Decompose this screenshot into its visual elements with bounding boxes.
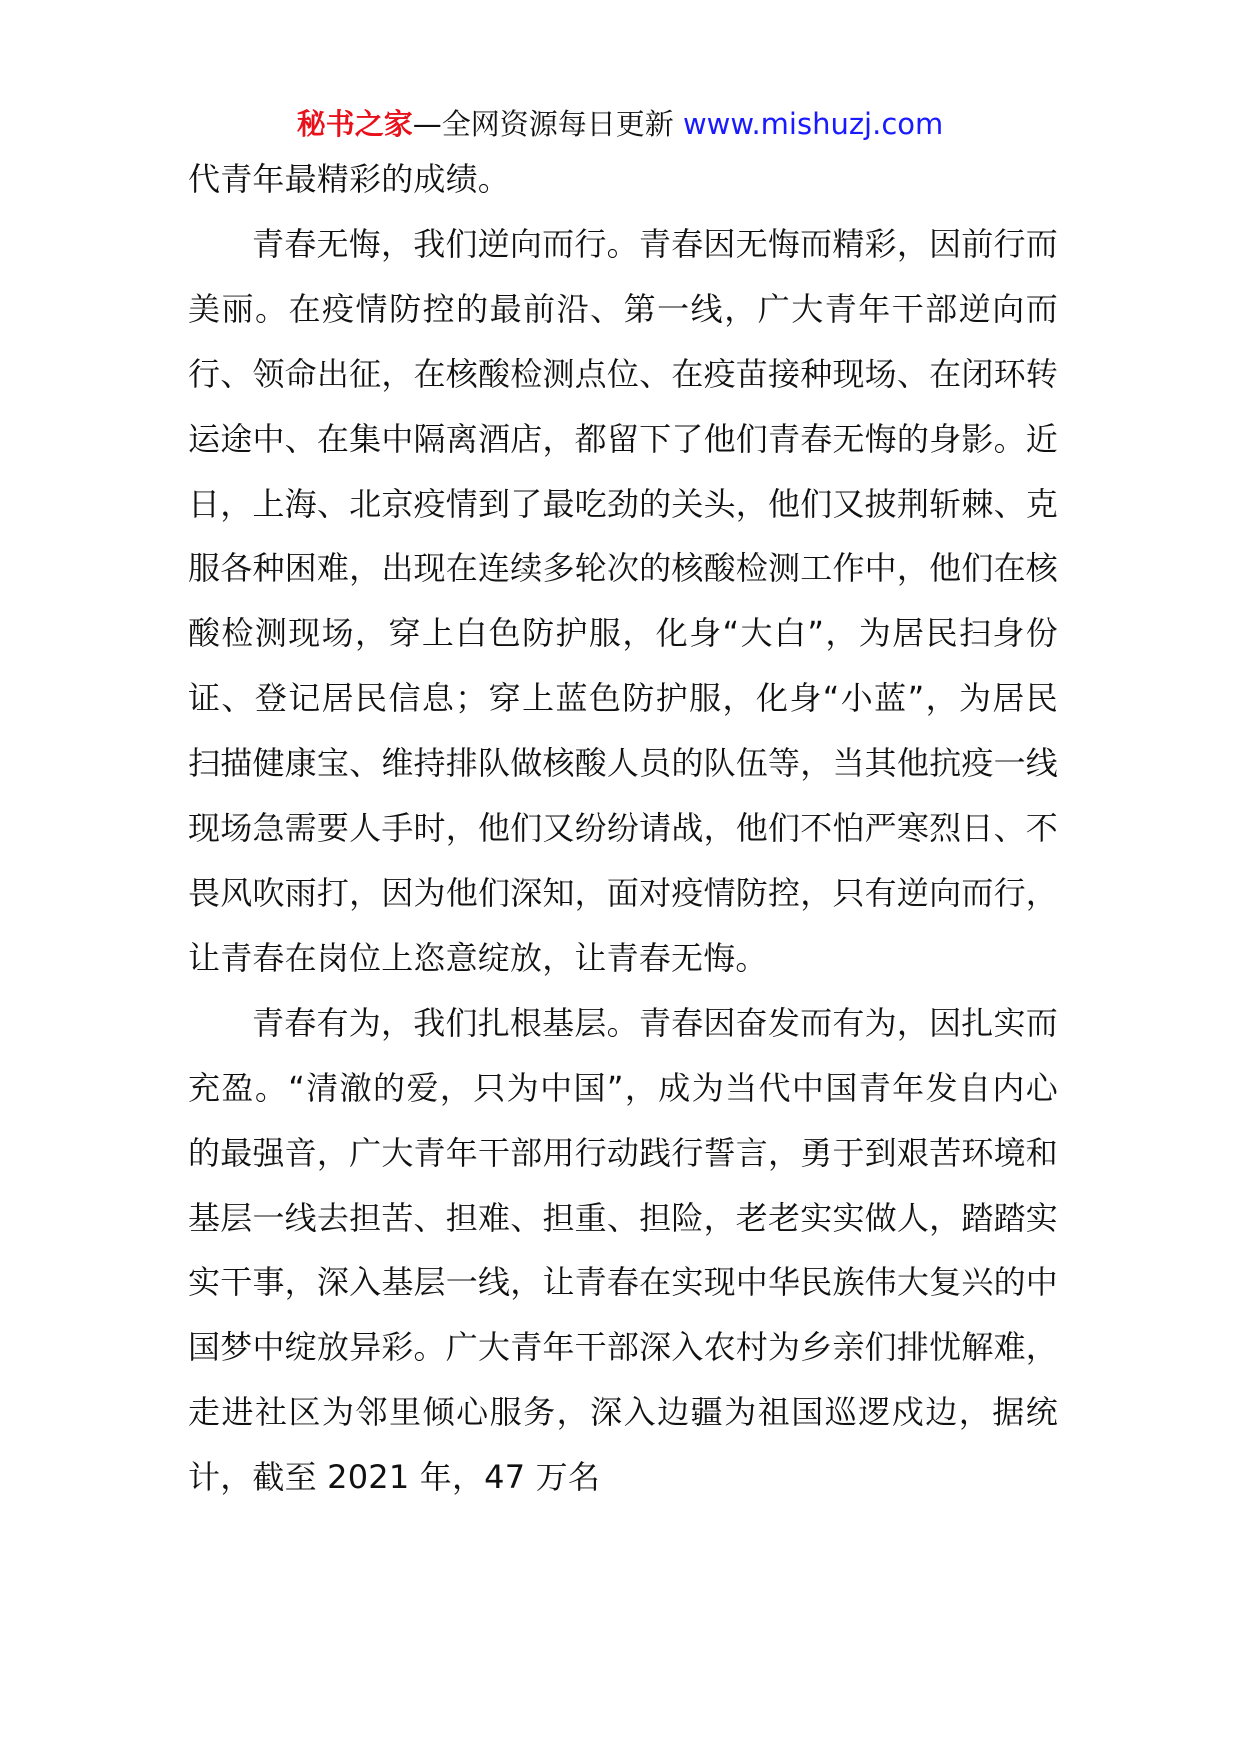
site-url-link[interactable]: www.mishuzj.com: [682, 107, 944, 141]
paragraph-continuation: 代青年最精彩的成绩。: [188, 160, 511, 198]
site-header: [0, 102, 1240, 146]
site-brand: 秘书之家: [296, 107, 413, 141]
site-tagline: —全网资源每日更新: [412, 107, 683, 141]
paragraph-youth-grassroots: 青春有为，我们扎根基层。青春因奋发而有为，因扎实而充盈。“清澈的爱，只为中国”，成为当代中国青年发自内心的最强音，广大青年干部用行动践行誓言，勇于到艰苦环境和基层一线去担苦、担难、担重、担险，老老实实做人，踏踏实实干事，深入基层一线，让青春在实现中华民族伟大复兴的中国梦中绽放异彩。广大青年干部深入农村为乡亲们排忧解难，走进社区为邻里倾心服务，深入边疆为祖国巡逻戍边，据统计，截至 2021 年，47 万名: [188, 1003, 1058, 1497]
paragraph-youth-no-regret: 青春无悔，我们逆向而行。青春因无悔而精彩，因前行而美丽。在疫情防控的最前沿、第一线，广大青年干部逆向而行、领命出征，在核酸检测点位、在疫苗接种现场、在闭环转运途中、在集中隔离酒店，都留下了他们青春无悔的身影。近日，上海、北京疫情到了最吃劲的关头，他们又披荆斩棘、克服各种困难，出现在连续多轮次的核酸检测工作中，他们在核酸检测现场，穿上白色防护服，化身“大白”，为居民扫身份证、登记居民信息；穿上蓝色防护服，化身“小蓝”，为居民扫描健康宝、维持排队做核酸人员的队伍等，当其他抗疫一线现场急需要人手时，他们又纷纷请战，他们不怕严寒烈日、不畏风吹雨打，因为他们深知，面对疫情防控，只有逆向而行，让青春在岗位上恣意绽放，让青春无悔。: [188, 224, 1058, 977]
document-body: [188, 147, 1058, 1510]
